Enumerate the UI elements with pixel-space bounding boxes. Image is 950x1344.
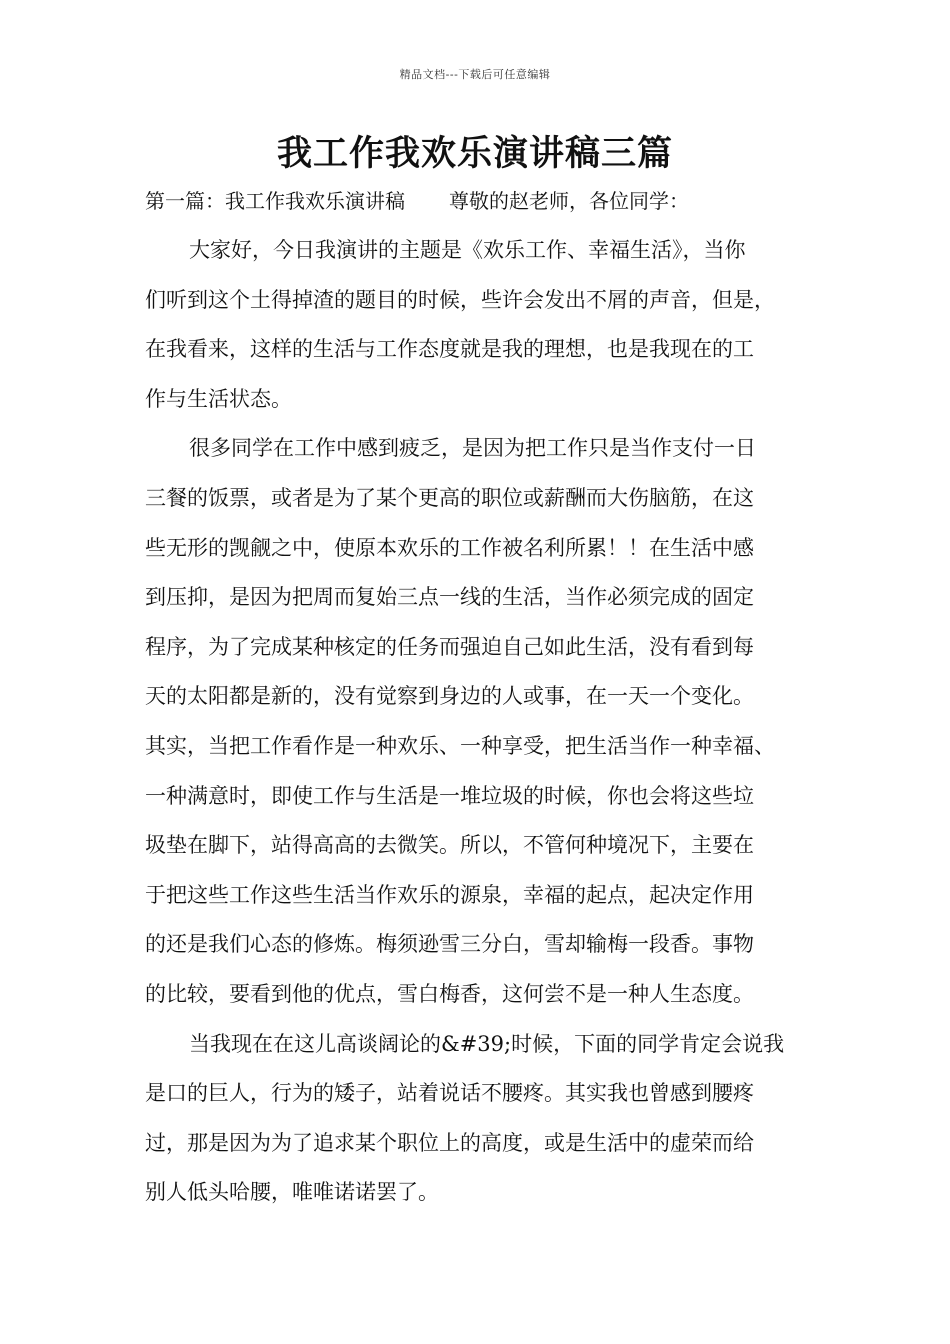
body-line: 到压抑，是因为把周而复始三点一线的生活，当作必须完成的固定: [145, 585, 754, 610]
body-line: 三餐的饭票，或者是为了某个更高的职位或薪酬而大伤脑筋，在这: [145, 485, 754, 510]
body-line: 作与生活状态。: [145, 386, 292, 411]
body-line: 的比较，要看到他的优点，雪白梅香，这何尝不是一种人生态度。: [145, 981, 754, 1006]
body-line: 在我看来，这样的生活与工作态度就是我的理想，也是我现在的工: [145, 337, 754, 362]
body-line: 过，那是因为为了追求某个职位上的高度，或是生活中的虚荣而给: [145, 1130, 754, 1155]
body-text: [145, 226, 825, 1218]
section-heading-line: [145, 186, 825, 216]
body-line: 是口的巨人，行为的矮子，站着说话不腰疼。其实我也曾感到腰疼: [145, 1081, 754, 1106]
body-line: 天的太阳都是新的，没有觉察到身边的人或事，在一天一个变化。: [145, 684, 754, 709]
body-line: 很多同学在工作中感到疲乏，是因为把工作只是当作支付一日: [189, 436, 756, 461]
document-title: 我工作我欢乐演讲稿三篇: [276, 133, 673, 174]
body-line: 们听到这个土得掉渣的题目的时候，些许会发出不屑的声音，但是，: [145, 287, 775, 312]
salutation: 尊敬的赵老师，各位同学：: [449, 189, 689, 213]
body-line: 于把这些工作这些生活当作欢乐的源泉，幸福的起点，起决定作用: [145, 882, 754, 907]
body-line: 一种满意时，即使工作与生活是一堆垃圾的时候，你也会将这些垃: [145, 783, 754, 808]
body-line: 当我现在在这儿高谈阔论的&#39;时候，下面的同学肯定会说我: [189, 1031, 785, 1056]
header-note: 精品文档---下载后可任意编辑: [399, 68, 551, 81]
body-line: 圾垫在脚下，站得高高的去微笑。所以，不管何种境况下，主要在: [145, 833, 754, 858]
body-line: 其实，当把工作看作是一种欢乐、一种享受，把生活当作一种幸福、: [145, 733, 775, 758]
body-line: 大家好，今日我演讲的主题是《欢乐工作、幸福生活》，当你: [189, 238, 746, 262]
body-line: 程序，为了完成某种核定的任务而强迫自己如此生活，没有看到每: [145, 634, 754, 659]
body-line: 些无形的觊觎之中，使原本欢乐的工作被名利所累！！在生活中感: [145, 535, 754, 560]
body-line: 的还是我们心态的修炼。梅须逊雪三分白，雪却输梅一段香。事物: [145, 932, 754, 957]
section-heading: 第一篇：我工作我欢乐演讲稿: [145, 189, 405, 213]
body-line: 别人低头哈腰，唯唯诺诺罢了。: [145, 1180, 439, 1205]
